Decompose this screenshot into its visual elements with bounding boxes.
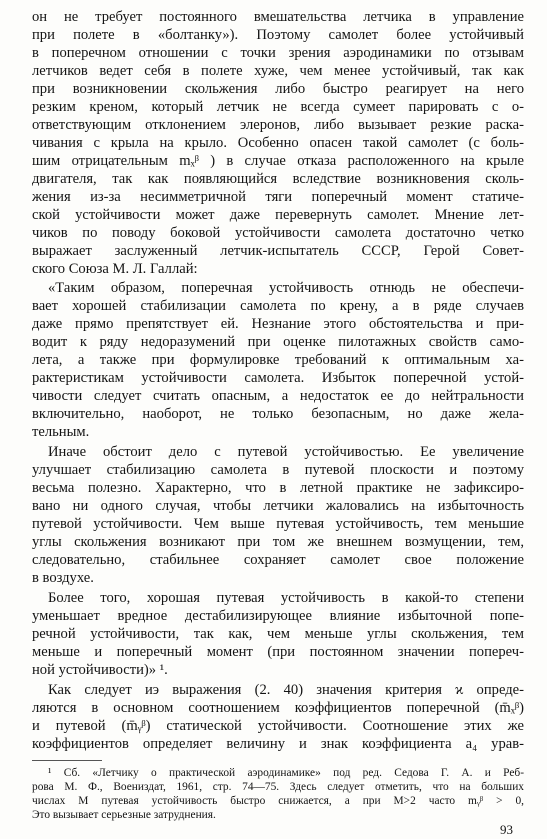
quote-line: улучшает стабилизацию самолета в путевой плоскости и поэтому: [32, 462, 524, 478]
footnote-line: рова М. Ф., Воениздат, 1961, стр. 74—75. Здесь следует отметить, что на больших: [32, 781, 524, 793]
text-line: резким креном, который летчик не всегда сумеет парировать с о-: [32, 99, 524, 115]
footnote-line: ¹ Сб. «Летчику о практической аэродинамике» под ред. Седова Г. А. и Реб-: [48, 767, 524, 779]
quote-line: чивости следует считать опасным, а недостаток ее до нейтральности: [32, 388, 524, 404]
text-line: при возникновении скольжения либо быстро реагирует на него: [32, 81, 524, 97]
quote-line: ной устойчивости)» ¹.: [32, 662, 168, 678]
quote-line: лета, а также при формулировке требований к оптимальным ха-: [32, 352, 524, 368]
quote-line: в воздухе.: [32, 570, 94, 586]
text-line: шим отрицательным mₓᵝ ) в случае отказа расположенного на крыле: [32, 153, 524, 169]
quote-line: включительно, наоборот, не только безопасным, но даже жела-: [32, 406, 524, 422]
text-line: ской устойчивости может даже перевернуть самолет. Мнение лет-: [32, 207, 524, 223]
quote-line: рактеристикам устойчивости самолета. Избыток поперечной устой-: [32, 370, 524, 386]
text-line: в поперечном отношении с точки зрения аэродинамики по отзывам: [32, 45, 524, 61]
quote-line: даже прямо препятствует ей. Незнание этого обстоятельства и при-: [32, 316, 524, 332]
quote-line: речной устойчивости, так как, чем меньше углы скольжения, тем: [32, 626, 524, 642]
quote-line: весьма полезно. Характерно, что в летной практике не зафиксиро-: [32, 480, 524, 496]
quote-line: Иначе обстоит дело с путевой устойчивостью. Ее увеличение: [48, 444, 524, 460]
quote-line: вано ни одного случая, чтобы летчики жаловались на избыточность: [32, 498, 524, 514]
text-line: ляются в основном соотношением коэффициентов поперечной (m̄ₓᵝ): [32, 700, 524, 716]
text-line: он не требует постоянного вмешательства летчика в управление: [32, 9, 524, 25]
text-line: летчиков ведет себя в полете хуже, чем менее устойчивый, так как: [32, 63, 524, 79]
footnote-rule: [32, 760, 102, 761]
text-line: при полете в «болтанку»). Поэтому самолет более устойчивый: [32, 27, 524, 43]
text-line: ответствующим отклонением элеронов, либо вызывает резкие раска-: [32, 117, 524, 133]
quote-line: тельным.: [32, 424, 90, 440]
text-line: ского Союза М. Л. Галлай:: [32, 261, 198, 277]
quote-line: путевой устойчивости. Чем выше путевая устойчивость, тем меньшие: [32, 516, 524, 532]
quote-line: уменьшает вредное дестабилизирующее влияние избыточной попе-: [32, 608, 524, 624]
text-line: двигателя, так как появляющийся вследствие возникновения сколь-: [32, 171, 524, 187]
text-line: выражает заслуженный летчик-испытатель СССР, Герой Совет-: [32, 243, 524, 259]
footnote-line: числах М путевая устойчивость быстро снижается, а при M>2 часто mᵧᵝ > 0,: [32, 795, 524, 807]
text-line: и путевой (m̄ᵧᵝ) статической устойчивости. Соотношение этих же: [32, 718, 524, 734]
quote-line: водит к ряду недоразумений при оценке пилотажных свойств само-: [32, 334, 524, 350]
quote-line: Более того, хорошая путевая устойчивость в какой-то степени: [48, 590, 524, 606]
text-line: Как следует иэ выражения (2. 40) значения критерия ϰ опреде-: [48, 682, 524, 698]
text-line: жения из-за несимметричной тяги поперечный момент статиче-: [32, 189, 524, 205]
text-line: чиков по поводу боковой устойчивости самолета достаточно четко: [32, 225, 524, 241]
quote-line: вает хорошей стабилизации самолета по крену, а в ряде случаев: [32, 298, 524, 314]
quote-line: меньше и поперечный момент (при постоянном значении попереч-: [32, 644, 524, 660]
quote-line: следовательно, стабильнее сохраняет самолет свое положение: [32, 552, 524, 568]
text-line: чивания с крыла на крыло. Особенно опасен такой самолет (с боль-: [32, 135, 524, 151]
text-line: коэффициентов определяет величину и знак коэффициента a₄ урав-: [32, 736, 524, 752]
quote-line: углы скольжения возникают при том же внешнем возмущении, тем,: [32, 534, 524, 550]
footnote-line: Это вызывает серьезные затруднения.: [32, 809, 216, 821]
page-number: 93: [500, 822, 513, 837]
quote-line: «Таким образом, поперечная устойчивость отнюдь не обеспечи-: [48, 280, 524, 296]
